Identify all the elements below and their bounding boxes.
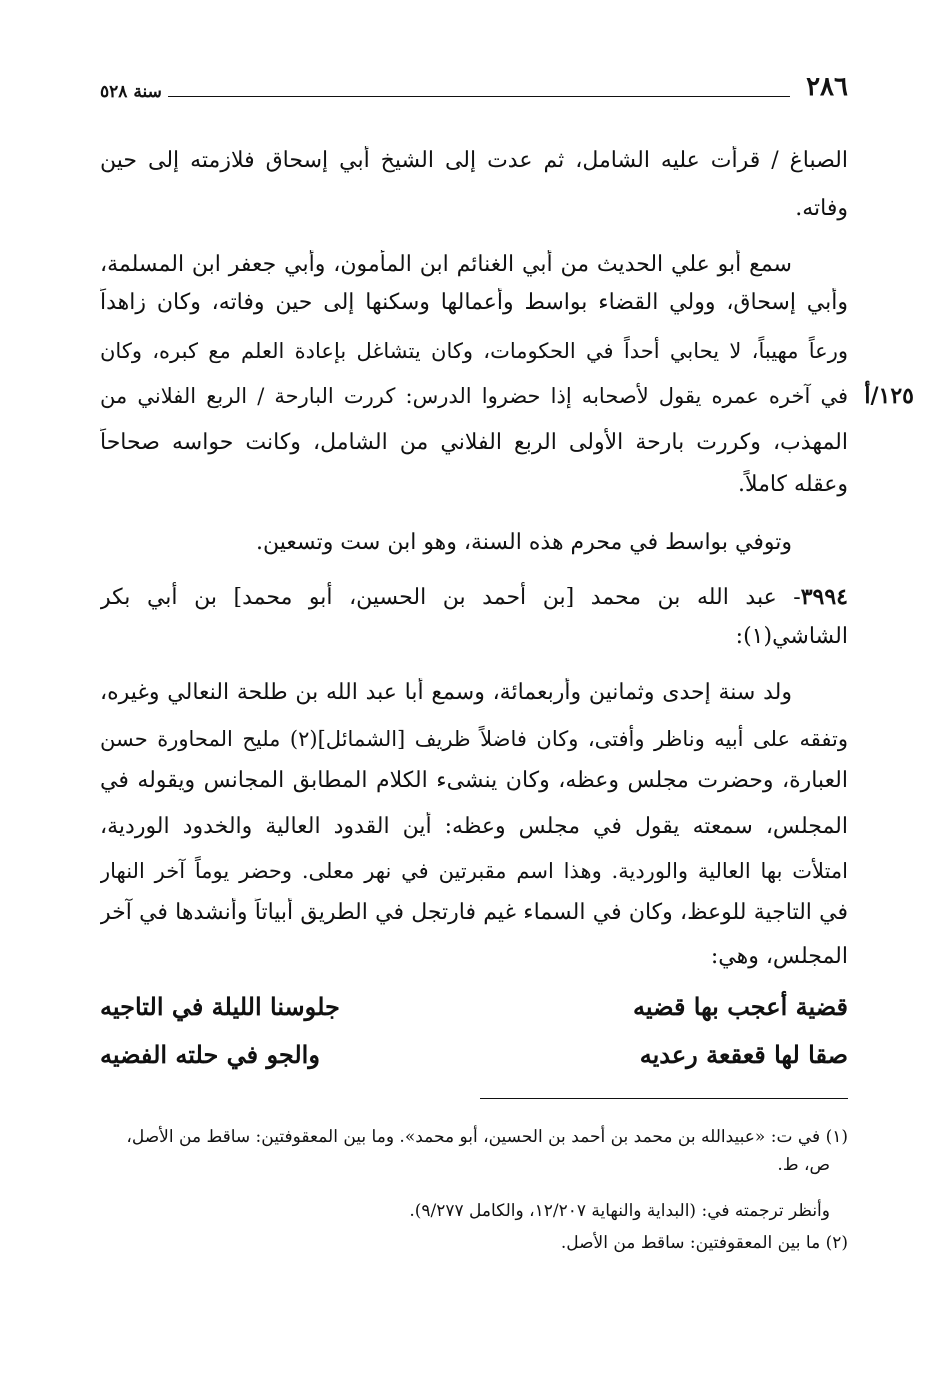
text-line: وأبي إسحاق، وولي القضاء بواسط وأعمالها وسكنها إلى حين وفاته، وكان زاهداً [100,290,848,315]
verse-hemistich: والجو في حلته الفضيه [100,1040,320,1069]
text-line: الصباغ / قرأت عليه الشامل، ثم عدت إلى الشيخ أبي إسحاق فلازمته إلى حين [100,148,848,173]
text-line: ورعاً مهيباً، لا يحابي أحداً في الحكومات، وكان يتشاغل بإعادة العلم مع كبره، وكان [100,339,848,363]
text-line: امتلأت بها العالية والوردية. وهذا اسم مقبرتين في نهر معلى. وحضر يوماً آخر النهار [100,859,848,883]
footnote: (١) في ت: «عبيدالله بن محمد بن أحمد بن الحسين، أبو محمد». وما بين المعقوفتين: ساقط من الأصل، [126,1127,848,1147]
verse-hemistich: صقا لها قعقعة رعديه [639,1040,848,1069]
entry-title: - عبد الله بن محمد [بن أحمد بن الحسين، أبو محمد] بن أبي بكر [100,585,801,610]
text-line: وتوفي بواسط في محرم هذه السنة، وهو ابن ست وتسعين. [255,530,792,555]
text-line: في التاجية للوعظ، وكان في السماء غيم فارتجل في الطريق أبياتاً وأنشدها في آخر [100,900,848,925]
text-line: المهذب، وكررت بارحة الأولى الربع الفلاني من الشامل، وكانت حواسه صحاحاً [100,430,848,455]
text-line: في آخره عمره يقول لأصحابه إذا حضروا الدرس: كررت البارحة / الربع الفلاني من [100,384,848,408]
text-line: العبارة، وحضرت مجلس وعظه، وكان ينشىء الكلام المطابق المجانس ويقوله في [100,768,848,793]
entry-heading [100,582,848,613]
footnote: ص، ط. [777,1155,830,1175]
manuscript-folio-note: ١٢٥/أ [864,383,914,409]
text-line: وعقله كاملاً. [737,472,848,497]
footnote: وأنظر ترجمته في: (البداية والنهاية ١٢/٢٠٧، والكامل ٩/٢٧٧). [409,1201,830,1221]
entry-number: ٣٩٩٤ [800,584,848,610]
text-line: وفاته. [795,196,848,221]
text-line: سمع أبو علي الحديث من أبي الغنائم ابن المأمون، وأبي جعفر ابن المسلمة، [100,252,792,277]
header-rule [168,96,790,97]
running-header-year: سنة ٥٢٨ [100,82,162,102]
text-line: المجلس، سمعته يقول في مجلس وعظه: أين القدود العالية والخدود الوردية، [100,814,848,839]
verse-hemistich: قضية أعجب بها قضيه [633,992,848,1021]
text-line: ولد سنة إحدى وثمانين وأربعمائة، وسمع أبا عبد الله بن طلحة النعالي وغيره، [100,680,792,705]
verse-hemistich: جلوسنا الليلة في التاجيه [100,992,340,1021]
footnote: (٢) ما بين المعقوفتين: ساقط من الأصل. [560,1233,848,1253]
text-line: وتفقه على أبيه وناظر وأفتى، وكان فاضلاً ظريف [الشمائل](٢) مليح المحاورة حسن [100,727,848,751]
footnote-rule [480,1098,848,1099]
entry-heading-line2: الشاشي(١): [735,624,848,649]
text-line: المجلس، وهي: [710,944,848,969]
page-number: ٢٨٦ [806,72,848,102]
